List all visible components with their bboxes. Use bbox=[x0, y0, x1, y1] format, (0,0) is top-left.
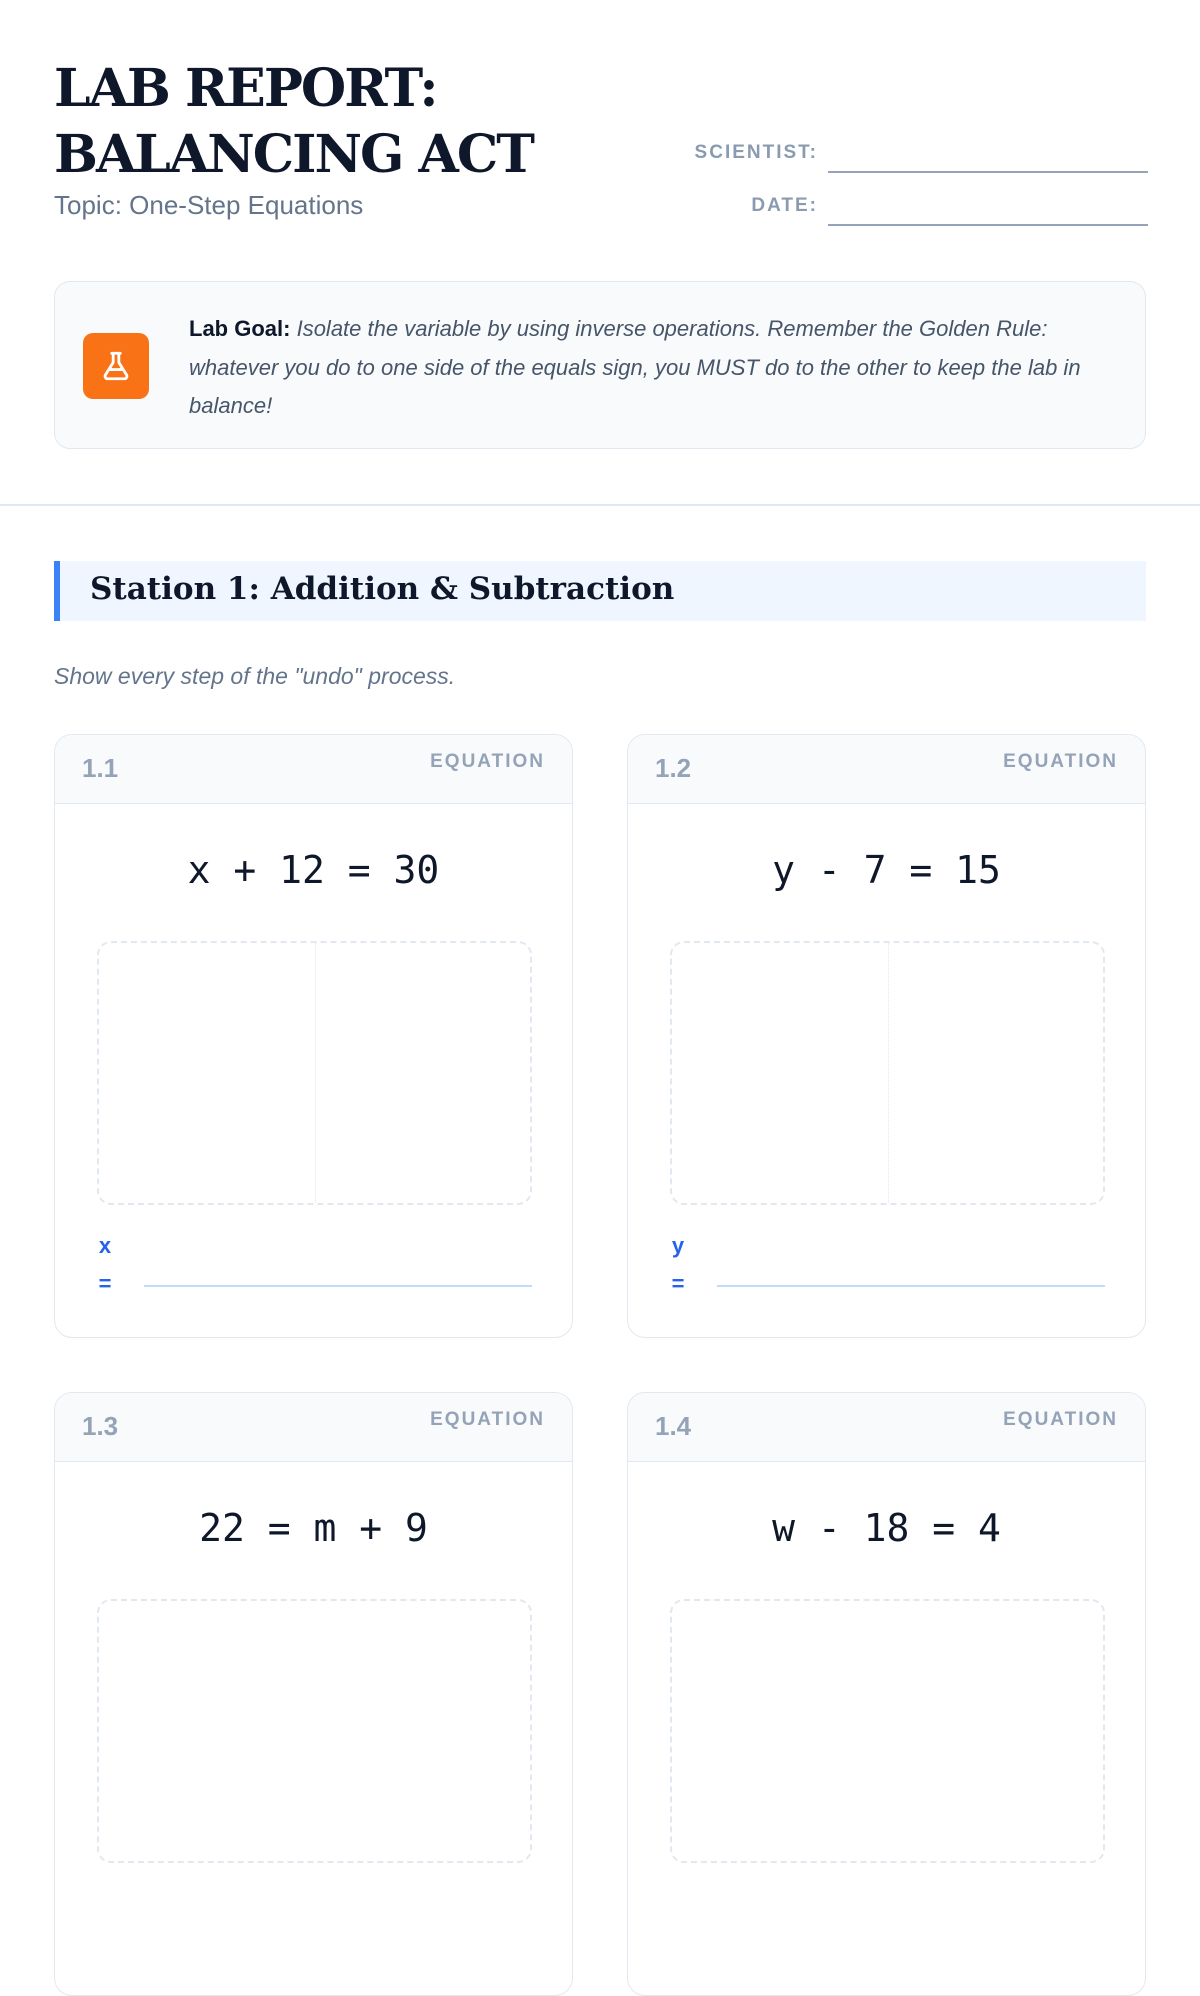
section-divider bbox=[0, 504, 1200, 506]
problem-equation: w - 18 = 4 bbox=[772, 1506, 1001, 1550]
problem-equation: x + 12 = 30 bbox=[187, 848, 440, 892]
problem-card-header bbox=[55, 735, 572, 804]
lab-goal-text bbox=[189, 310, 1109, 426]
answer-label bbox=[668, 1227, 688, 1303]
scientist-label: SCIENTIST: bbox=[694, 142, 818, 163]
work-area[interactable] bbox=[97, 941, 532, 1205]
answer-label bbox=[95, 1227, 115, 1303]
lab-goal-description: Isolate the variable by using inverse operations. Remember the Golden Rule: whatever you do to one side of the equals sign, you MUST do to the other to keep the lab in balance! bbox=[189, 316, 1081, 418]
title-line-1: LAB REPORT: bbox=[54, 58, 437, 119]
work-area-divider bbox=[315, 943, 316, 1203]
work-area[interactable] bbox=[97, 1599, 532, 1863]
date-label: DATE: bbox=[751, 195, 818, 216]
problem-card-1-3 bbox=[54, 1392, 573, 1996]
problem-number: 1.3 bbox=[82, 1411, 119, 1441]
station-header bbox=[54, 561, 1146, 621]
problem-card-1-4 bbox=[627, 1392, 1146, 1996]
problem-card-header bbox=[55, 1393, 572, 1462]
problem-number: 1.1 bbox=[82, 753, 119, 783]
problem-tag: EQUATION bbox=[1003, 1409, 1118, 1430]
answer-variable: x bbox=[98, 1233, 112, 1258]
problem-tag: EQUATION bbox=[430, 751, 545, 772]
scientist-input-line[interactable] bbox=[828, 171, 1148, 173]
station-instructions: Show every step of the "undo" process. bbox=[54, 663, 456, 689]
date-field bbox=[640, 185, 1148, 225]
scientist-field bbox=[640, 132, 1148, 172]
lab-goal-label: Lab Goal: bbox=[189, 316, 291, 341]
work-area[interactable] bbox=[670, 1599, 1105, 1863]
answer-equals: = bbox=[671, 1271, 685, 1296]
problem-card-header bbox=[628, 735, 1145, 804]
answer-input-line[interactable] bbox=[717, 1285, 1105, 1287]
problem-tag: EQUATION bbox=[1003, 751, 1118, 772]
problem-number: 1.2 bbox=[655, 753, 692, 783]
problem-tag: EQUATION bbox=[430, 1409, 545, 1430]
station-title: Station 1: Addition & Subtraction bbox=[90, 571, 675, 607]
date-input-line[interactable] bbox=[828, 224, 1148, 226]
topic-subtitle: Topic: One-Step Equations bbox=[54, 190, 364, 220]
work-area-divider bbox=[888, 943, 889, 1203]
answer-variable: y bbox=[671, 1233, 685, 1258]
problem-number: 1.4 bbox=[655, 1411, 692, 1441]
title-line-2: BALANCING ACT bbox=[54, 124, 533, 185]
problem-card-header bbox=[628, 1393, 1145, 1462]
lab-goal-box bbox=[54, 281, 1146, 449]
problem-card-1-2 bbox=[627, 734, 1146, 1338]
answer-equals: = bbox=[98, 1271, 112, 1296]
work-area[interactable] bbox=[670, 941, 1105, 1205]
flask-icon bbox=[83, 333, 149, 399]
answer-input-line[interactable] bbox=[144, 1285, 532, 1287]
problem-equation: 22 = m + 9 bbox=[199, 1506, 428, 1550]
problem-card-1-1 bbox=[54, 734, 573, 1338]
page-title bbox=[54, 56, 614, 188]
problem-equation: y - 7 = 15 bbox=[772, 848, 1001, 892]
